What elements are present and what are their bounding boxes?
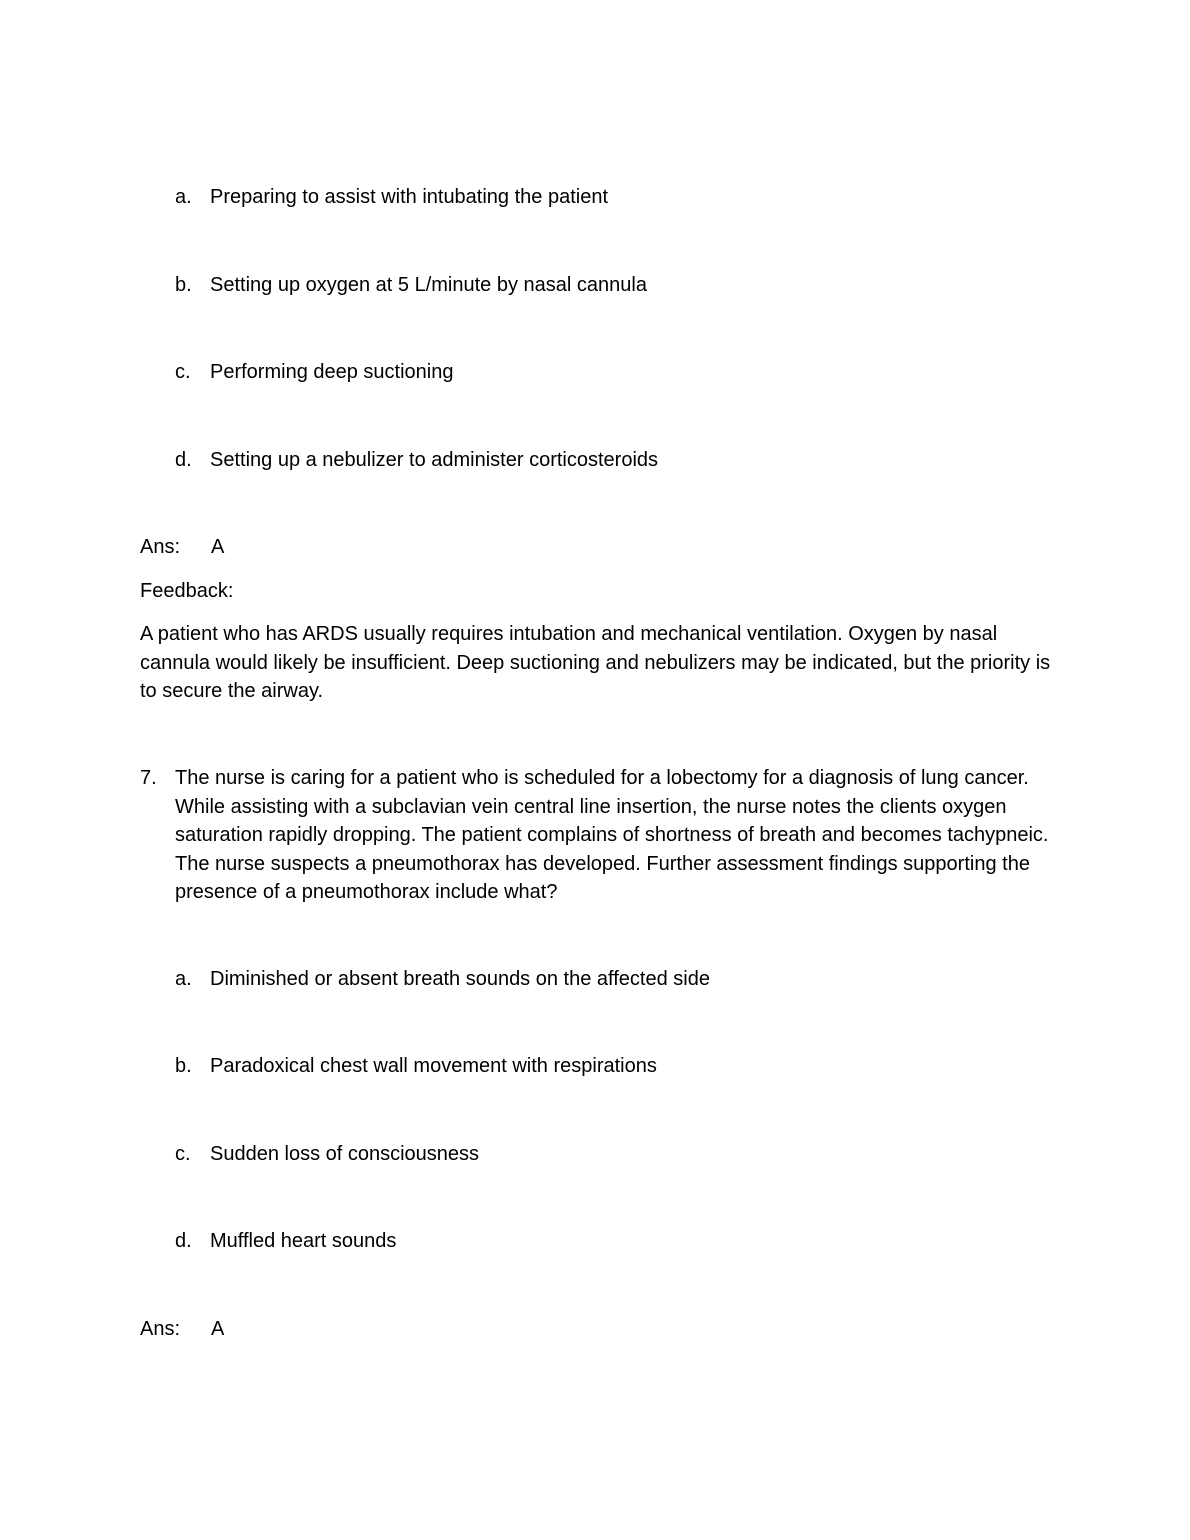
q7-option-letter-c: c.	[175, 1143, 191, 1165]
option-text-d: Setting up a nebulizer to administer corticosteroids	[210, 449, 659, 471]
q7-option-text-b: Paradoxical chest wall movement with respirations	[210, 1055, 657, 1077]
question-number: 7.	[140, 767, 157, 789]
q7-option-text-a: Diminished or absent breath sounds on the affected side	[210, 968, 710, 990]
q7-answer-value: A	[211, 1318, 225, 1340]
answer-value: A	[211, 536, 225, 558]
q7-option-letter-a: a.	[175, 968, 192, 990]
q7-option-letter-d: d.	[175, 1230, 192, 1252]
option-letter-d: d.	[175, 449, 192, 471]
option-letter-b: b.	[175, 274, 192, 296]
feedback-label: Feedback:	[140, 580, 234, 602]
q7-answer-label: Ans:	[140, 1318, 181, 1340]
option-text-c: Performing deep suctioning	[210, 361, 454, 383]
option-letter-a: a.	[175, 186, 192, 208]
question-text: The nurse is caring for a patient who is scheduled for a lobectomy for a diagnosis of lung cancer. While assisting with a subclavian vein central line insertion, the nurse notes the clients oxygen saturation rapidly dropping. The patient complains of shortness of breath and becomes tachypneic. The nurse suspects a pneumothorax has developed. Further assessment findings supporting the presence of a pneumothorax include what?	[175, 767, 1049, 903]
option-text-b: Setting up oxygen at 5 L/minute by nasal cannula	[210, 274, 647, 296]
option-letter-c: c.	[175, 361, 191, 383]
q7-option-text-d: Muffled heart sounds	[210, 1230, 397, 1252]
option-text-a: Preparing to assist with intubating the patient	[210, 186, 609, 208]
q7-option-letter-b: b.	[175, 1055, 192, 1077]
q7-option-text-c: Sudden loss of consciousness	[210, 1143, 480, 1165]
feedback-text: A patient who has ARDS usually requires intubation and mechanical ventilation. Oxygen by nasal cannula would likely be insufficient. Deep suctioning and nebulizers may be indicated, but the priority is to secure the airway.	[140, 623, 1051, 702]
answer-label: Ans:	[140, 536, 181, 558]
